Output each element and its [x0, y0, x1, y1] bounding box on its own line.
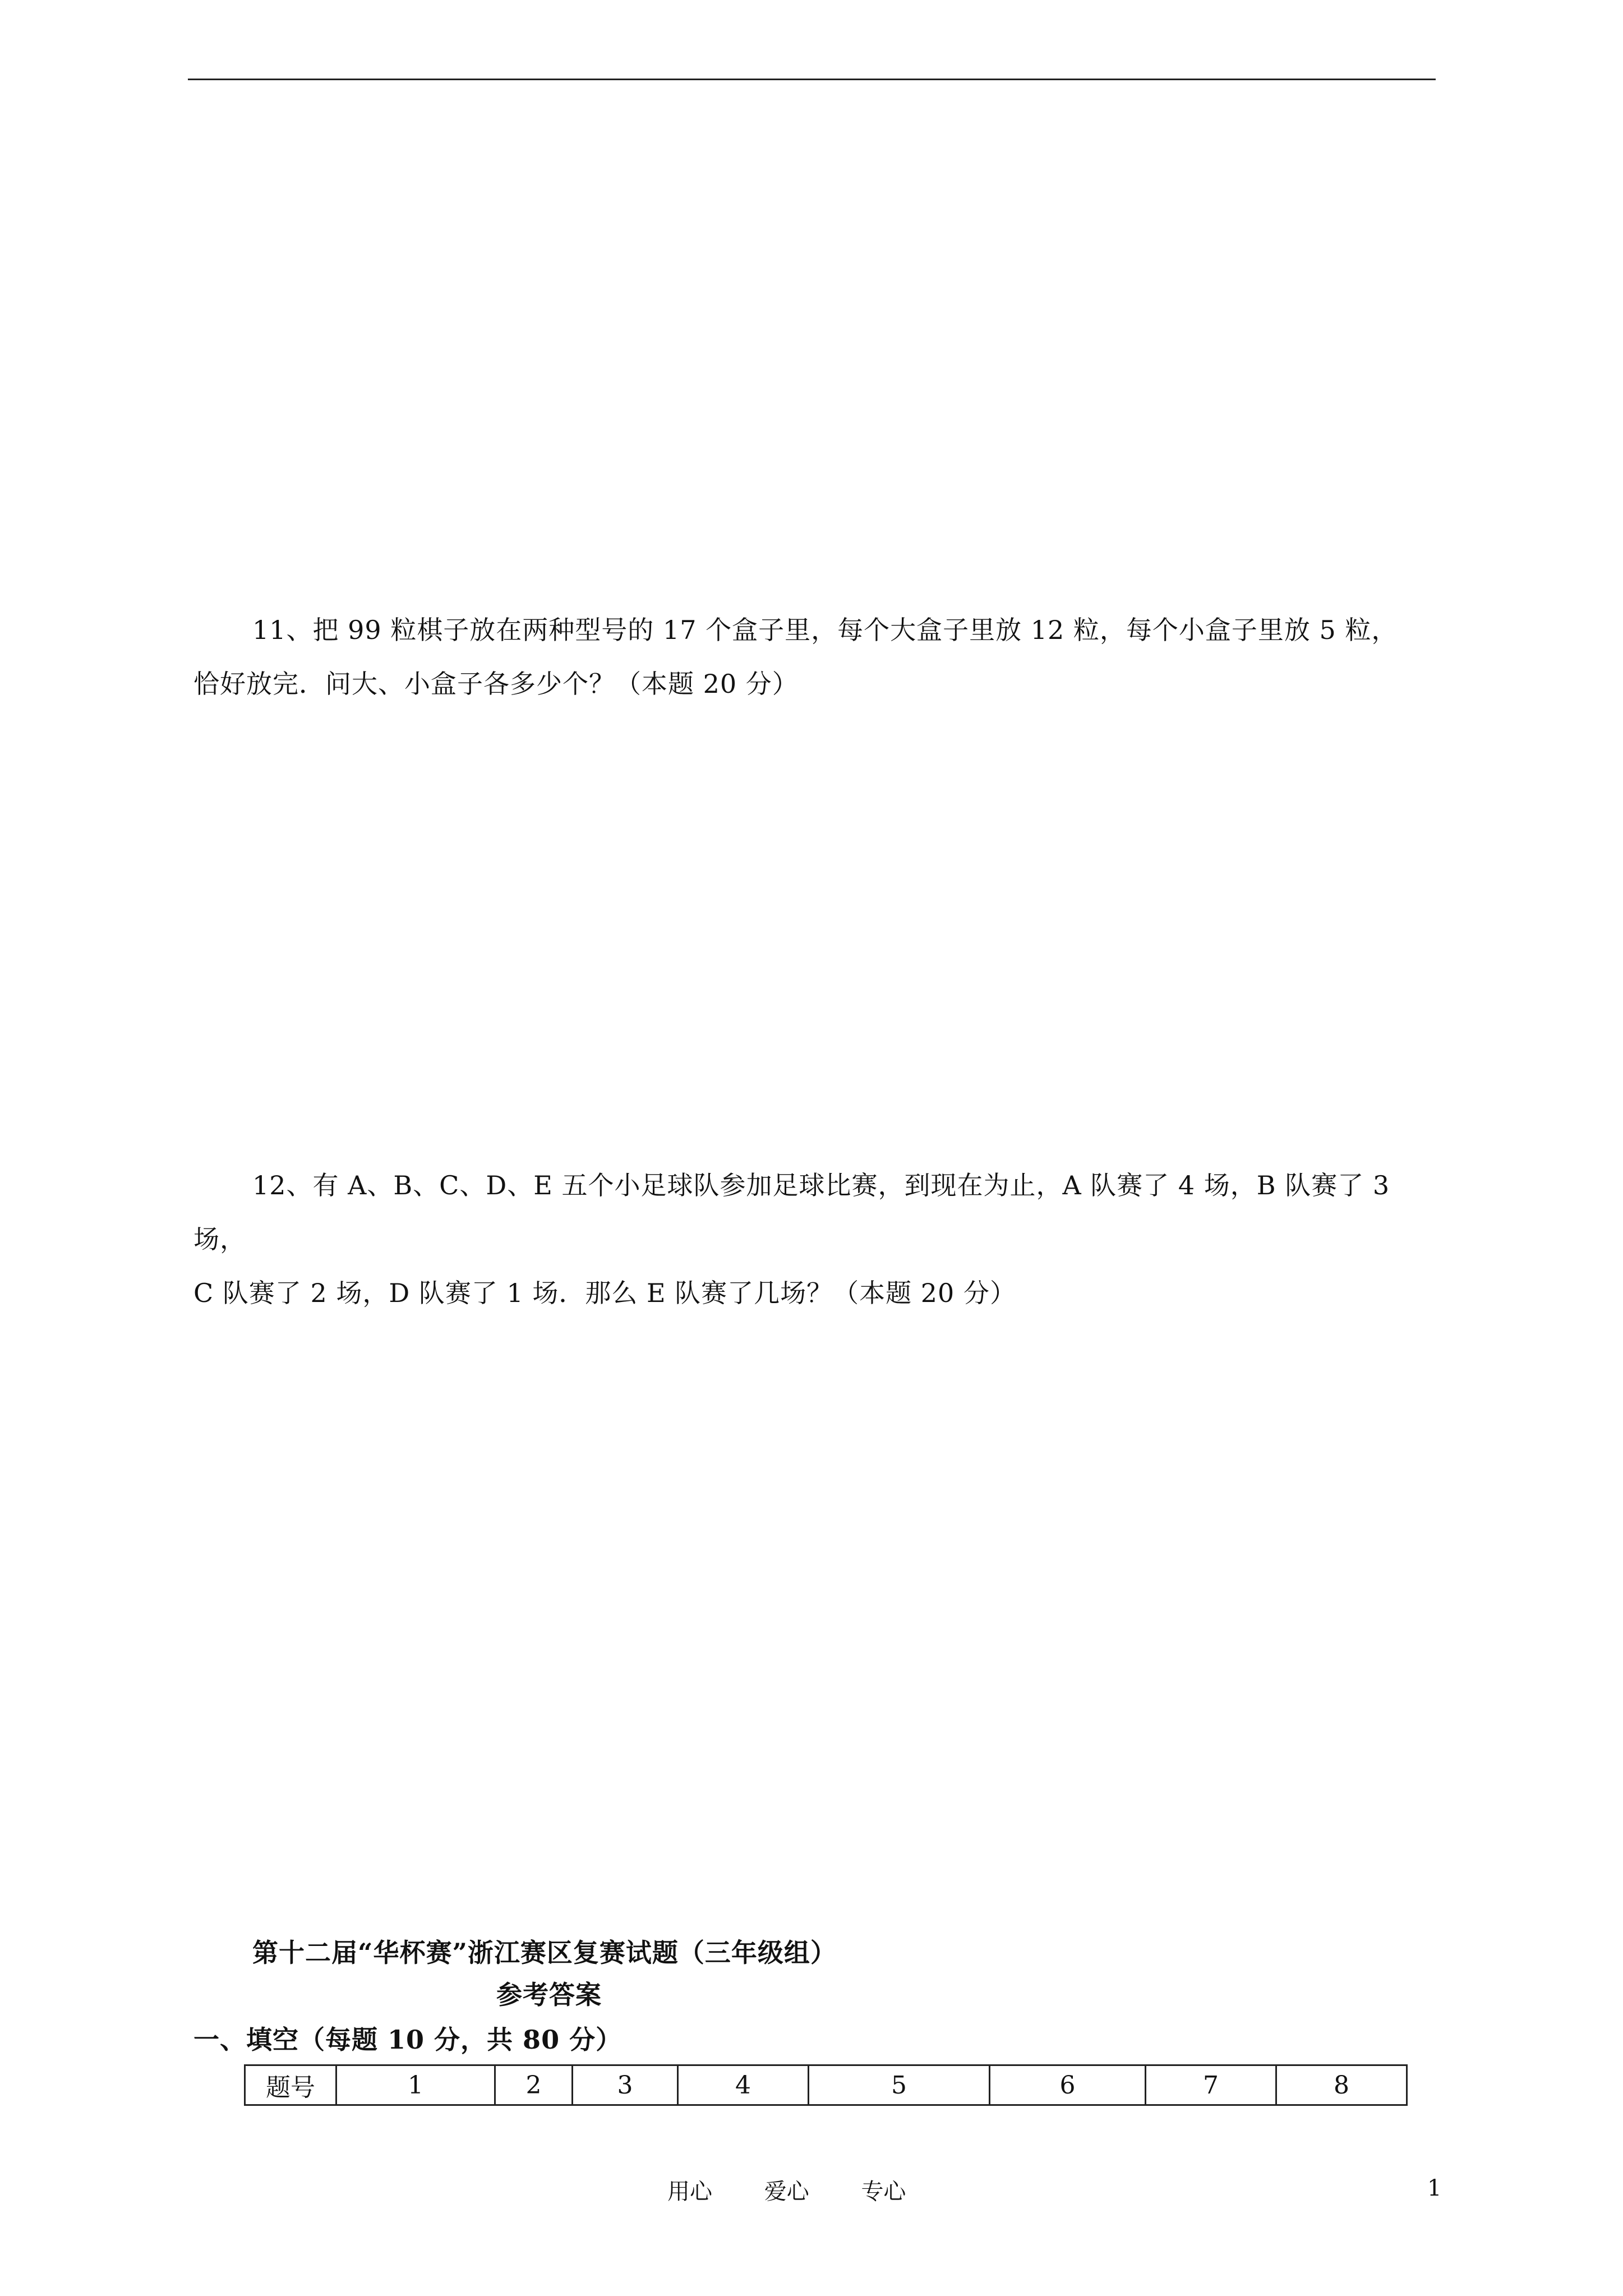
question-11-line-1: 11、把 99 粒棋子放在两种型号的 17 个盒子里，每个大盒子里放 12 粒，每个小盒子里放 5 粒， — [252, 615, 1398, 645]
question-12 — [193, 1158, 1436, 1320]
footer-word-2: 爱心 — [764, 2179, 809, 2205]
question-11-line-2: 恰好放完．问大、小盒子各多少个？（本题 20 分） — [193, 669, 799, 699]
question-11 — [193, 603, 1436, 711]
table-cell-4: 4 — [678, 2065, 809, 2105]
table-cell-8: 8 — [1276, 2065, 1407, 2105]
answer-subtitle: 参考答案 — [496, 1980, 602, 2010]
answer-title: 第十二届“华杯赛”浙江赛区复赛试题（三年级组） — [252, 1938, 837, 1968]
table-cell-6: 6 — [990, 2065, 1146, 2105]
table-cell-5: 5 — [809, 2065, 990, 2105]
header-rule — [188, 79, 1436, 80]
table-header-cell: 题号 — [245, 2065, 336, 2105]
table-row — [245, 2065, 1407, 2105]
page-number: 1 — [1427, 2175, 1442, 2201]
section-heading: 一、填空（每题 10 分，共 80 分） — [193, 2024, 623, 2055]
footer — [667, 2174, 951, 2206]
footer-word-3: 专心 — [861, 2179, 906, 2205]
question-12-line-2: C 队赛了 2 场，D 队赛了 1 场．那么 E 队赛了几场？（本题 20 分） — [193, 1278, 1016, 1308]
table-cell-7: 7 — [1146, 2065, 1276, 2105]
table-cell-1: 1 — [336, 2065, 495, 2105]
footer-word-1: 用心 — [667, 2179, 712, 2205]
table-cell-3: 3 — [573, 2065, 678, 2105]
answer-table — [244, 2064, 1408, 2106]
question-12-line-1: 12、有 A、B、C、D、E 五个小足球队参加足球比赛，到现在为止，A 队赛了 4 场，B 队赛了 3 场， — [193, 1170, 1390, 1254]
table-cell-2: 2 — [495, 2065, 573, 2105]
